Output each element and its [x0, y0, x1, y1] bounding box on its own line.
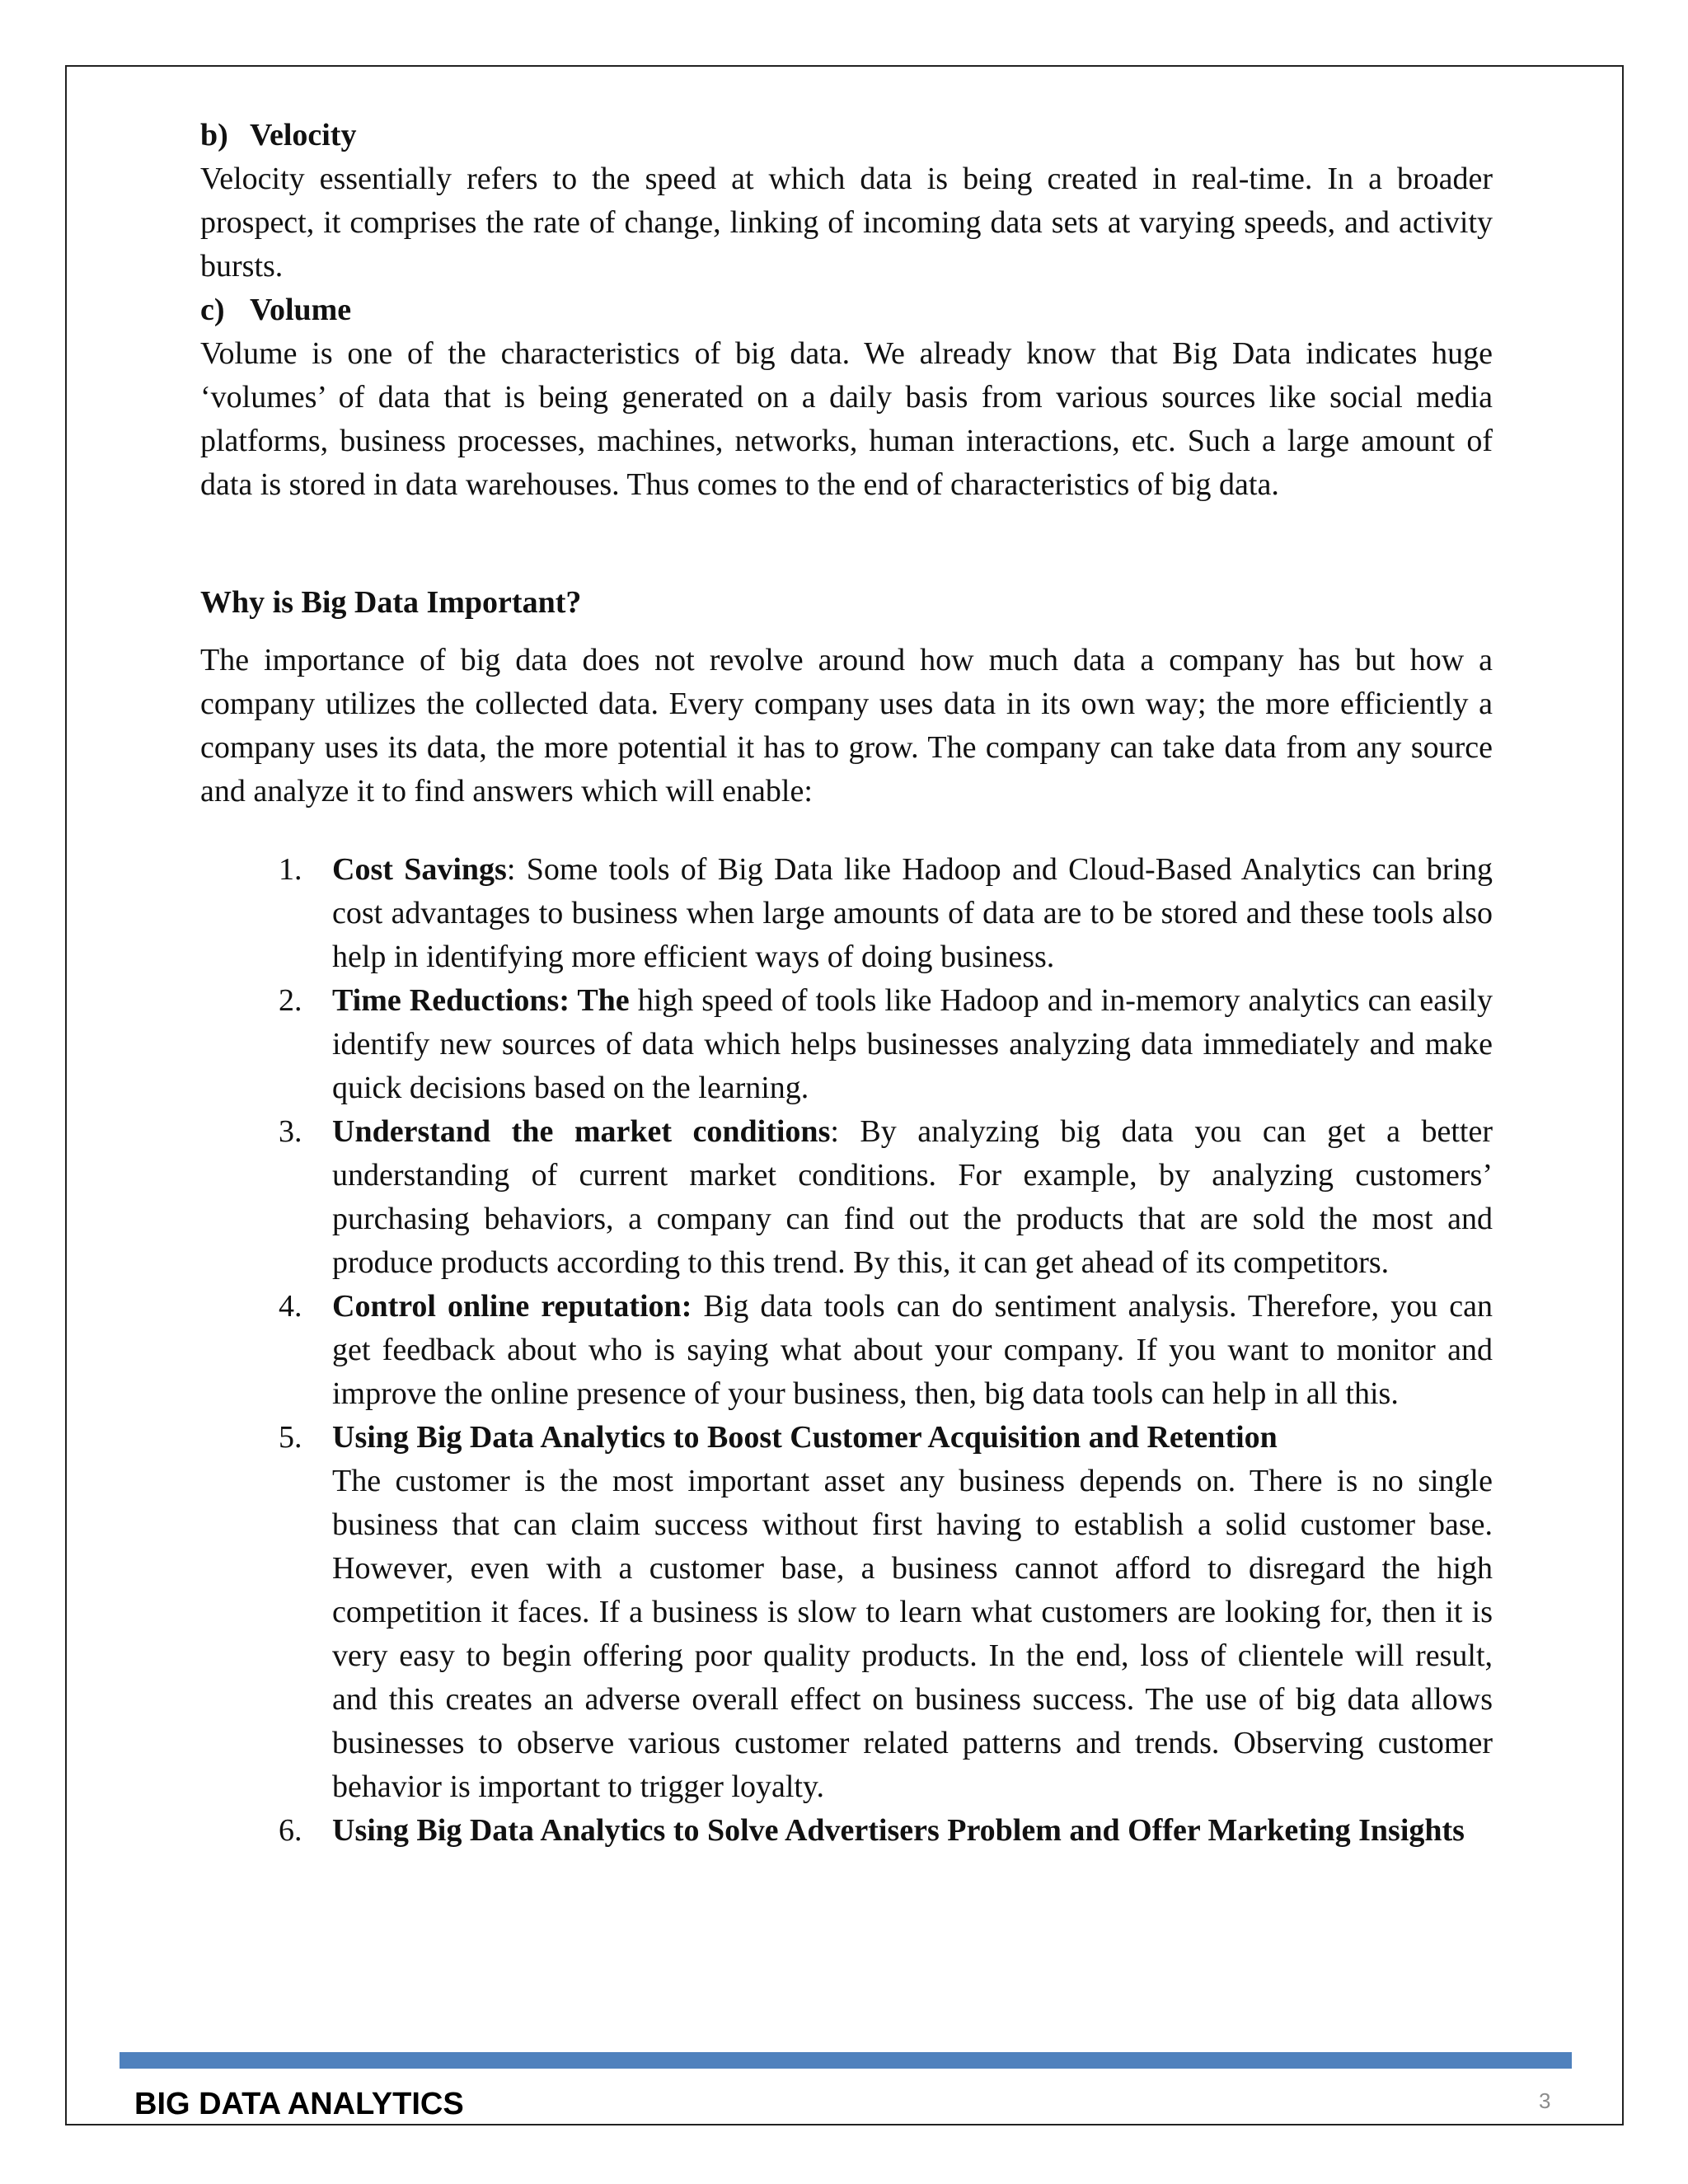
list-item-title: Cost Savings — [332, 852, 507, 887]
list-item-text: high speed of tools like Hadoop and in-memory analytics can easily identify new sources of data which helps businesses analyzing data immediately and make quick decisions based on the learning. — [332, 983, 1493, 1105]
list-item-title: Control online reputation: — [332, 1289, 692, 1324]
list-item-text: : By analyzing big data you can get a better understanding of current market conditions. For example, by analyzing customers’ purchasing behaviors, a company can find out the products that are sold the most and produce products according to this trend. By this, it can get ahead of its competitors. — [332, 1114, 1493, 1280]
list-item-title: Understand the market conditions — [332, 1114, 831, 1149]
list-item-number: 2. — [279, 983, 302, 1018]
footer-divider-bar — [120, 2052, 1572, 2069]
footer-title: BIG DATA ANALYTICS — [134, 2087, 464, 2121]
volume-heading — [200, 288, 1493, 332]
velocity-heading — [200, 114, 1493, 157]
velocity-paragraph: Velocity essentially refers to the speed at which data is being created in real-time. In a broader prospect, it comprises the rate of change, linking of incoming data sets at varying speeds, and activity bursts. — [200, 162, 1493, 284]
velocity-marker: b) — [200, 118, 228, 152]
list-item-number: 5. — [279, 1420, 302, 1455]
list-item-text: Big data tools can do sentiment analysis. Therefore, you can get feedback about who is saying what about your company. If you want to monitor and improve the online presence of your business, then, big data tools can help in all this. — [332, 1289, 1493, 1411]
page-number: 3 — [1539, 2088, 1551, 2113]
page-content — [200, 114, 1493, 1853]
volume-title: Volume — [250, 293, 352, 327]
list-item-number: 4. — [279, 1289, 302, 1324]
list-item-number: 6. — [279, 1813, 302, 1848]
importance-heading: Why is Big Data Important? — [200, 585, 582, 620]
list-item — [200, 1285, 1493, 1416]
volume-paragraph: Volume is one of the characteristics of big data. We already know that Big Data indicates huge ‘volumes’ of data that is being generated on a daily basis from various sources like social media platforms, business processes, machines, networks, human interactions, etc. Such a large amount of data is stored in data warehouses. Thus comes to the end of characteristics of big data. — [200, 336, 1493, 502]
volume-marker: c) — [200, 293, 225, 327]
list-item-title: Time Reductions: The — [332, 983, 630, 1018]
list-item — [200, 848, 1493, 979]
list-item — [200, 979, 1493, 1110]
velocity-title: Velocity — [250, 118, 357, 152]
list-item-number: 1. — [279, 852, 302, 887]
list-item-text: : Some tools of Big Data like Hadoop and Cloud-Based Analytics can bring cost advantages to business when large amounts of data are to be stored and these tools also help in identifying more efficient ways of doing business. — [332, 852, 1493, 974]
list-item-title: Using Big Data Analytics to Boost Customer Acquisition and Retention — [332, 1420, 1278, 1455]
list-item — [200, 1809, 1493, 1853]
list-item — [200, 1416, 1493, 1809]
list-item-text: The customer is the most important asset any business depends on. There is no single business that can claim success without first having to establish a solid customer base. However, even with a customer base, a business cannot afford to disregard the high competition it faces. If a business is slow to learn what customers are looking for, then it is very easy to begin offering poor quality products. In the end, loss of clientele will result, and this creates an adverse overall effect on business success. The use of big data allows businesses to observe various customer related patterns and trends. Observing customer behavior is important to trigger loyalty. — [332, 1464, 1493, 1804]
list-item-title: Using Big Data Analytics to Solve Advertisers Problem and Offer Marketing Insights — [332, 1813, 1465, 1848]
importance-list — [200, 848, 1493, 1853]
list-item-number: 3. — [279, 1114, 302, 1149]
importance-intro: The importance of big data does not revolve around how much data a company has but how a company utilizes the collected data. Every company uses data in its own way; the more efficiently a company uses its data, the more potential it has to grow. The company can take data from any source and analyze it to find answers which will enable: — [200, 643, 1493, 808]
list-item — [200, 1110, 1493, 1285]
